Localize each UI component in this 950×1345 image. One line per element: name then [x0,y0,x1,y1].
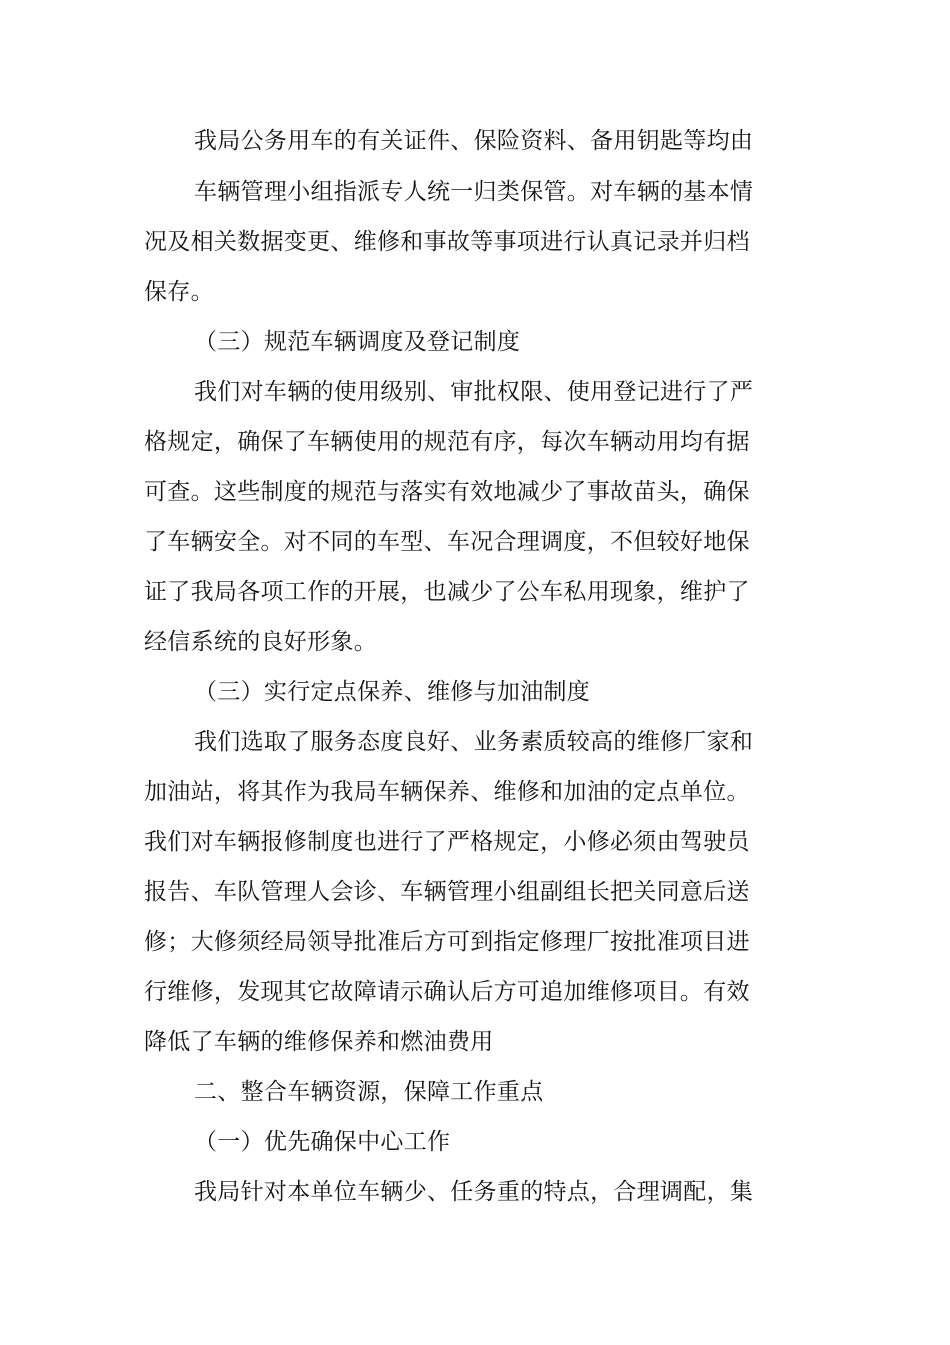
paragraph-line: 我们对车辆的使用级别、审批权限、使用登记进行了严 [194,379,754,405]
section-heading: 二、整合车辆资源，保障工作重点 [194,1079,544,1105]
paragraph-line: 我局公务用车的有关证件、保险资料、备用钥匙等均由 [194,128,754,154]
paragraph-line: 修；大修须经局领导批准后方可到指定修理厂按批准项目进 [144,929,750,955]
section-heading: （三）实行定点保养、维修与加油制度 [194,679,591,705]
paragraph-line: 可查。这些制度的规范与落实有效地减少了事故苗头，确保 [144,479,750,505]
subsection-heading: （一）优先确保中心工作 [194,1129,451,1155]
paragraph-line: 我局针对本单位车辆少、任务重的特点，合理调配，集 [194,1179,754,1205]
paragraph-line: 加油站，将其作为我局车辆保养、维修和加油的定点单位。 [144,779,750,805]
paragraph-line: 经信系统的良好形象。 [144,629,377,655]
paragraph-line: 了车辆安全。对不同的车型、车况合理调度，不但较好地保 [144,529,750,555]
section-heading: （三）规范车辆调度及登记制度 [194,329,521,355]
paragraph-line: 保存。 [144,279,214,305]
paragraph-line: 况及相关数据变更、维修和事故等事项进行认真记录并归档 [144,229,750,255]
paragraph-line: 报告、车队管理人会诊、车辆管理小组副组长把关同意后送 [144,879,750,905]
paragraph-line: 降低了车辆的维修保养和燃油费用 [144,1029,494,1055]
paragraph-line: 车辆管理小组指派专人统一归类保管。对车辆的基本情 [194,179,754,205]
paragraph-line: 我们选取了服务态度良好、业务素质较高的维修厂家和 [194,729,754,755]
paragraph-line: 我们对车辆报修制度也进行了严格规定，小修必须由驾驶员 [144,829,750,855]
paragraph-line: 行维修，发现其它故障请示确认后方可追加维修项目。有效 [144,979,750,1005]
paragraph-line: 格规定，确保了车辆使用的规范有序，每次车辆动用均有据 [144,429,750,455]
paragraph-line: 证了我局各项工作的开展，也减少了公车私用现象，维护了 [144,579,750,605]
